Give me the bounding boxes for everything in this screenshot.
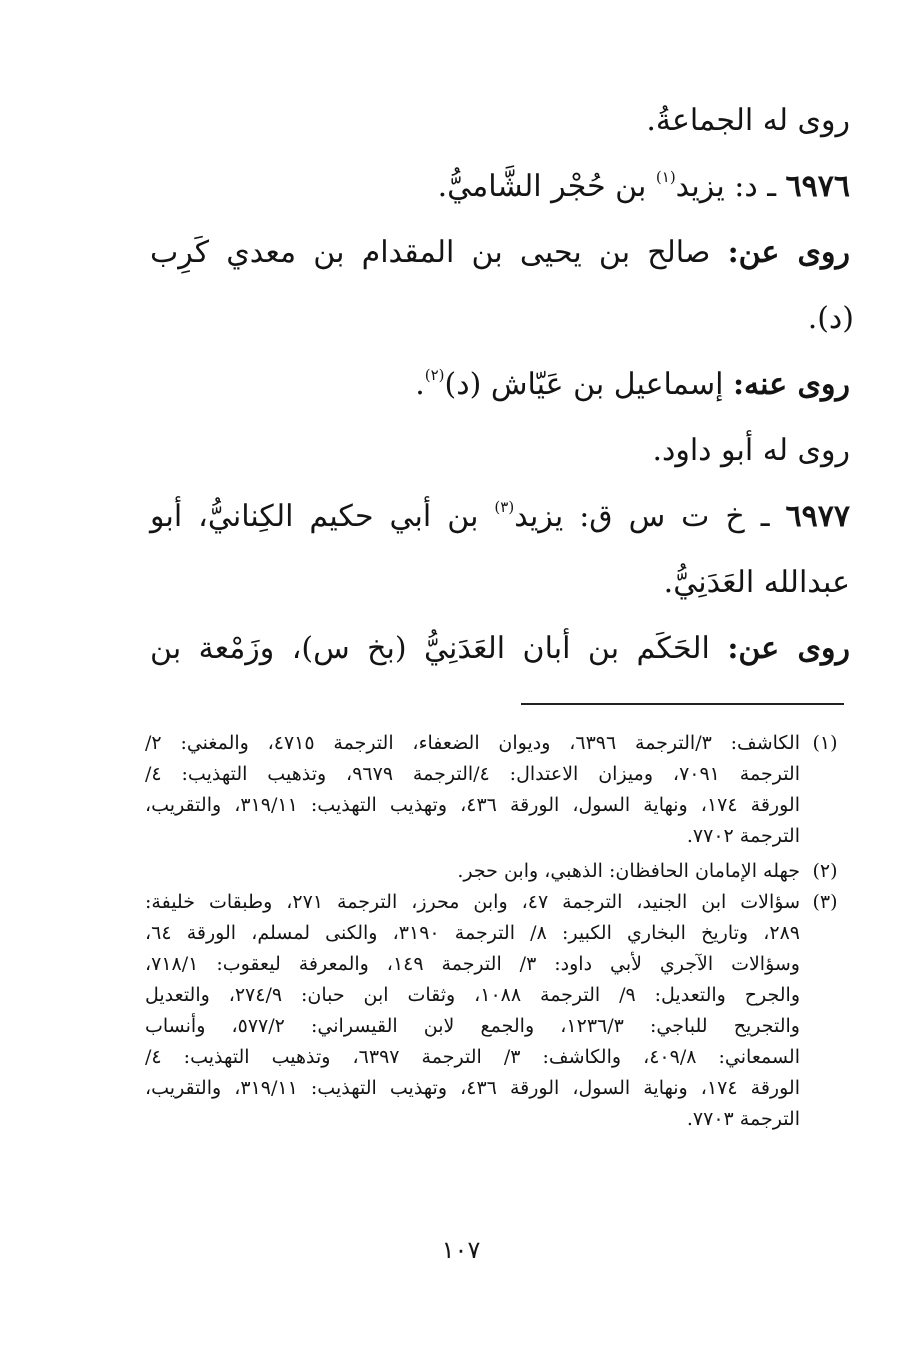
entry-name: ـ د: يزيد (675, 169, 786, 204)
footnote-line: ٢٨٩، وتاريخ البخاري الكبير: ٨/ الترجمة ٣١٩٠، والكنى لمسلم، الورقة ٦٤، (145, 922, 800, 944)
narrated-from-label: روى عن: (727, 631, 850, 666)
footnote-mark: (١) (812, 732, 838, 754)
footnote-line: جهله الإمامان الحافظان: الذهبي، وابن حجر. (457, 860, 800, 882)
footnote-ref: (١) (655, 168, 676, 186)
footnote-body (145, 856, 800, 887)
footnote-line: السمعاني: ٤٠٩/٨، والكاشف: ٣/ الترجمة ٦٣٩٧، وتذهيب التهذيب: ٤/ (145, 1046, 800, 1068)
narrated-from-line (150, 616, 850, 682)
narrated-from-label: روى عن: (727, 235, 850, 270)
footnote-line: الورقة ١٧٤، ونهاية السول، الورقة ٤٣٦، وتهذيب التهذيب: ٣١٩/١١، والتقريب، (145, 1077, 800, 1099)
narrated-by-tail: . (415, 367, 425, 402)
narrated-from-text: الحَكَم بن أبان العَدَنِيُّ (بخ س)، وزَمْعة بن (150, 631, 728, 666)
entry-heading-6976 (150, 154, 850, 220)
narrated-by-line (150, 352, 850, 418)
footnote-mark: (٣) (812, 891, 838, 913)
continuation-line: (د). (807, 301, 854, 336)
footnotes (145, 728, 850, 1135)
footnote-line: وسؤالات الآجري لأبي داود: ٣/ الترجمة ١٤٩، والمعرفة ليعقوب: ٧١٨/١، (145, 953, 800, 975)
footnote-3 (145, 887, 850, 1135)
narrated-from-text: صالح بن يحيى بن المقدام بن معدي كَرِب (150, 235, 728, 270)
footnote-line: الترجمة ٧٠٩١، وميزان الاعتدال: ٤/الترجمة ٩٦٧٩، وتذهيب التهذيب: ٤/ (145, 763, 800, 785)
footnote-ref: (٢) (424, 366, 445, 384)
footnote-divider (521, 703, 844, 705)
entry-name-rest: بن حُجْر الشَّاميُّ. (437, 169, 656, 204)
footnote-mark: (٢) (812, 860, 838, 882)
footnote-1 (145, 728, 850, 852)
footnote-line: سؤالات ابن الجنيد، الترجمة ٤٧، وابن محرز، الترجمة ٢٧١، وطبقات خليفة: (145, 891, 801, 913)
footnote-line: الورقة ١٧٤، ونهاية السول، الورقة ٤٣٦، وتهذيب التهذيب: ٣١٩/١١، والتقريب، (145, 794, 800, 816)
footnote-line: والجرح والتعديل: ٩/ الترجمة ١٠٨٨، وثقات ابن حبان: ٢٧٤/٩، والتعديل (145, 984, 801, 1006)
main-text (150, 88, 854, 682)
footnote-line: الترجمة ٧٧٠٢. (686, 825, 800, 847)
footnote-body (145, 728, 800, 852)
entry-name-rest: بن أبي حكيم الكِنانيُّ، أبو (150, 499, 495, 534)
footnote-line: والتجريح للباجي: ١٢٣٦/٣، والجمع لابن القيسراني: ٥٧٧/٢، وأنساب (145, 1015, 800, 1037)
entry-heading-6977 (150, 484, 850, 550)
continuation-line: عبدالله العَدَنِيُّ. (663, 565, 850, 600)
narrated-by-text: إسماعيل بن عَيّاش (د) (444, 367, 733, 402)
entry-number: ٦٩٧٧ (785, 499, 850, 534)
narration-line: روى له أبو داود. (652, 433, 850, 468)
entry-number: ٦٩٧٦ (785, 169, 850, 204)
footnote-ref: (٣) (494, 498, 515, 516)
footnote-body (145, 887, 800, 1135)
narration-line: روى له الجماعةُ. (646, 103, 850, 138)
footnote-line: الكاشف: ٣/الترجمة ٦٣٩٦، وديوان الضعفاء، الترجمة ٤٧١٥، والمغني: ٢/ (145, 732, 800, 754)
footnote-line: الترجمة ٧٧٠٣. (686, 1108, 800, 1130)
narrated-from-line (150, 220, 850, 286)
page-number: ١٠٧ (441, 1236, 481, 1264)
narrated-by-label: روى عنه: (732, 367, 850, 402)
entry-name: ـ خ ت س ق: يزيد (514, 499, 786, 534)
footnote-2 (145, 856, 850, 887)
